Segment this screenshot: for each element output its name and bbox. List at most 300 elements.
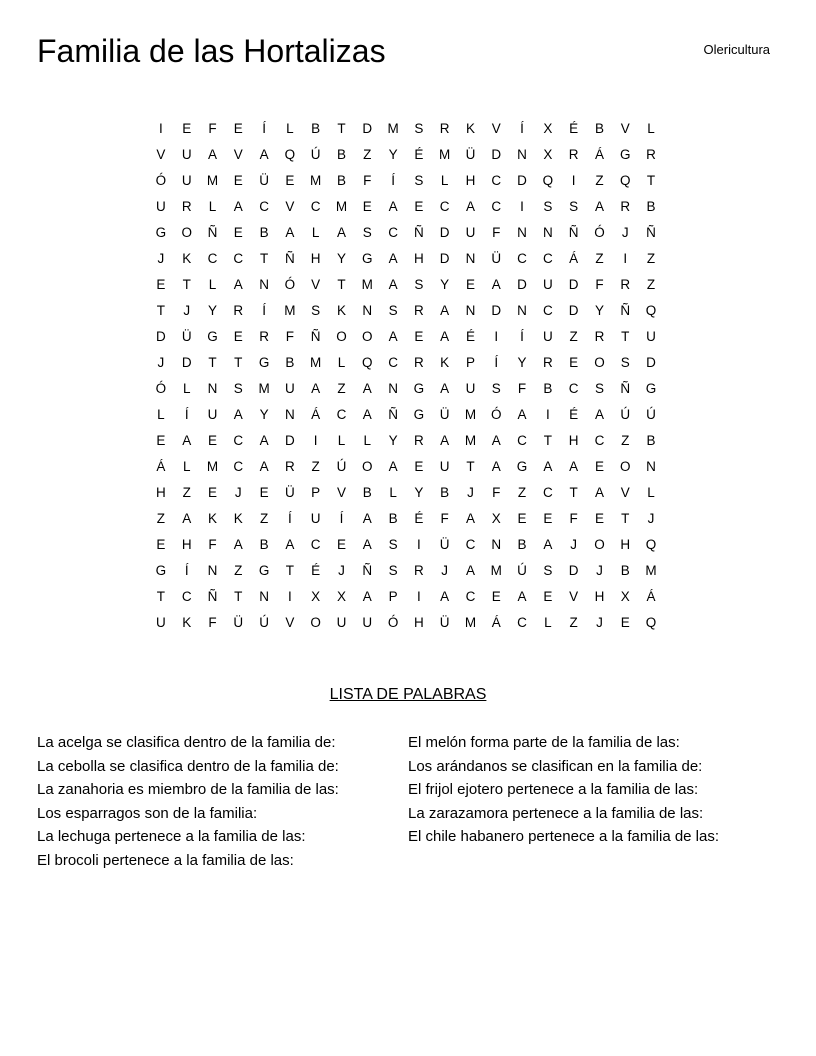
- grid-letter: Y: [594, 302, 604, 318]
- grid-letter: T: [234, 354, 243, 370]
- grid-letter: V: [491, 120, 501, 136]
- grid-letter: B: [259, 536, 269, 552]
- grid-letter: Z: [517, 484, 527, 500]
- grid-letter: Ñ: [646, 224, 656, 240]
- grid-letter: Ó: [284, 276, 296, 292]
- grid-letter: E: [543, 588, 553, 604]
- grid-letter: L: [363, 432, 372, 448]
- grid-letter: F: [569, 510, 578, 526]
- grid-letter: U: [156, 614, 166, 630]
- grid-letter: A: [207, 146, 217, 162]
- grid-letter: C: [594, 432, 605, 448]
- grid-letter: D: [491, 146, 502, 162]
- grid-letter: E: [233, 328, 243, 344]
- grid-letter: L: [337, 354, 346, 370]
- grid-letter: A: [233, 276, 243, 292]
- grid-letter: A: [440, 328, 450, 344]
- grid-letter: F: [208, 614, 217, 630]
- grid-letter: J: [183, 302, 191, 318]
- grid-letter: D: [439, 250, 450, 266]
- grid-letter: E: [156, 536, 166, 552]
- grid-letter: C: [336, 406, 347, 422]
- grid-letter: A: [259, 146, 269, 162]
- grid-row: [148, 323, 664, 349]
- grid-letter: Ü: [233, 614, 244, 630]
- grid-letter: Y: [388, 432, 398, 448]
- grid-letter: J: [647, 510, 655, 526]
- grid-letter: E: [156, 432, 166, 448]
- grid-letter: Ñ: [620, 380, 631, 396]
- grid-letter: R: [181, 198, 192, 214]
- grid-letter: G: [155, 224, 167, 240]
- grid-letter: R: [646, 146, 656, 162]
- grid-letter: N: [517, 302, 527, 318]
- grid-letter: O: [336, 328, 347, 344]
- grid-letter: Ü: [439, 614, 450, 630]
- grid-letter: O: [310, 614, 321, 630]
- grid-letter: K: [440, 354, 450, 370]
- grid-letter: A: [440, 380, 450, 396]
- grid-letter: Q: [645, 536, 657, 552]
- grid-letter: Í: [184, 406, 189, 422]
- grid-letter: B: [362, 484, 372, 500]
- grid-letter: A: [440, 302, 450, 318]
- grid-letter: A: [491, 432, 501, 448]
- grid-letter: O: [619, 458, 631, 474]
- grid-letter: R: [620, 198, 631, 214]
- grid-letter: F: [208, 120, 217, 136]
- grid-letter: J: [621, 224, 629, 240]
- grid-letter: J: [570, 536, 578, 552]
- grid-letter: Ñ: [207, 224, 218, 240]
- grid-letter: Ü: [491, 250, 502, 266]
- grid-letter: C: [181, 588, 192, 604]
- grid-letter: U: [465, 224, 476, 240]
- grid-letter: E: [517, 510, 527, 526]
- grid-letter: N: [285, 406, 295, 422]
- grid-letter: E: [156, 276, 166, 292]
- grid-letter: C: [388, 224, 398, 240]
- grid-letter: B: [620, 562, 630, 578]
- grid-letter: Ñ: [310, 328, 321, 344]
- grid-letter: I: [416, 536, 421, 552]
- grid-letter: M: [490, 562, 502, 578]
- grid-letter: C: [465, 536, 476, 552]
- grid-letter: S: [388, 536, 398, 552]
- grid-letter: S: [233, 380, 243, 396]
- grid-letter: V: [569, 588, 579, 604]
- grid-row: [148, 531, 664, 557]
- grid-letter: A: [336, 224, 346, 240]
- grid-letter: A: [517, 406, 527, 422]
- grid-letter: J: [157, 250, 165, 266]
- grid-letter: P: [465, 354, 475, 370]
- grid-letter: A: [440, 432, 450, 448]
- grid-row: [148, 245, 664, 271]
- grid-letter: N: [646, 458, 656, 474]
- grid-letter: I: [288, 588, 292, 604]
- grid-letter: H: [413, 614, 424, 630]
- grid-letter: F: [363, 172, 372, 188]
- clue-item: La zarazamora pertenece a la familia de las:: [408, 804, 704, 822]
- grid-letter: H: [620, 536, 631, 552]
- grid-row: [148, 479, 664, 505]
- grid-letter: A: [362, 380, 372, 396]
- grid-letter: A: [388, 458, 398, 474]
- grid-letter: E: [594, 458, 604, 474]
- grid-letter: U: [362, 614, 373, 630]
- subject-label: Olericultura: [703, 42, 770, 57]
- grid-letter: A: [594, 484, 604, 500]
- grid-letter: G: [207, 328, 218, 344]
- grid-letter: T: [621, 510, 630, 526]
- grid-letter: P: [388, 588, 398, 604]
- grid-letter: O: [362, 458, 373, 474]
- grid-letter: U: [285, 380, 295, 396]
- grid-letter: G: [258, 562, 270, 578]
- grid-row: [148, 349, 664, 375]
- grid-letter: E: [465, 276, 475, 292]
- grid-letter: Z: [311, 458, 320, 474]
- grid-letter: A: [285, 224, 295, 240]
- grid-letter: I: [313, 432, 318, 448]
- grid-letter: J: [234, 484, 242, 500]
- grid-row: [148, 115, 664, 141]
- clue-item: El chile habanero pertenece a la familia de las:: [408, 828, 720, 845]
- grid-letter: I: [623, 250, 628, 266]
- grid-letter: Q: [284, 146, 296, 162]
- grid-letter: B: [543, 380, 553, 396]
- grid-letter: Z: [595, 172, 604, 188]
- grid-letter: I: [159, 120, 163, 136]
- grid-letter: M: [464, 614, 477, 630]
- grid-letter: F: [517, 380, 527, 396]
- grid-letter: T: [543, 432, 552, 448]
- grid-letter: E: [362, 198, 372, 214]
- grid-letter: Í: [262, 120, 266, 136]
- grid-letter: Á: [311, 406, 321, 422]
- grid-letter: R: [285, 458, 295, 474]
- grid-letter: D: [362, 120, 373, 136]
- grid-letter: Y: [207, 302, 217, 318]
- grid-letter: Ú: [646, 406, 656, 422]
- grid-letter: K: [182, 250, 192, 266]
- grid-letter: I: [545, 406, 550, 422]
- grid-letter: A: [465, 198, 475, 214]
- grid-letter: B: [285, 354, 295, 370]
- grid-letter: M: [310, 172, 322, 188]
- grid-letter: E: [259, 484, 269, 500]
- grid-letter: N: [465, 302, 476, 318]
- grid-letter: S: [569, 198, 579, 214]
- grid-letter: C: [542, 250, 553, 266]
- grid-letter: Ñ: [285, 250, 295, 266]
- grid-letter: C: [233, 432, 244, 448]
- grid-letter: Z: [621, 432, 630, 448]
- grid-letter: N: [517, 224, 527, 240]
- grid-letter: E: [207, 484, 217, 500]
- grid-letter: S: [388, 302, 398, 318]
- grid-letter: R: [233, 302, 244, 318]
- grid-letter: Í: [494, 354, 499, 370]
- grid-letter: A: [465, 510, 475, 526]
- clue-item: La acelga se clasifica dentro de la familia de:: [37, 734, 336, 751]
- grid-row: [148, 609, 664, 635]
- grid-letter: Ú: [336, 458, 347, 474]
- grid-letter: V: [156, 146, 166, 162]
- grid-letter: J: [596, 614, 603, 630]
- grid-letter: T: [156, 302, 166, 318]
- grid-letter: E: [491, 588, 501, 604]
- grid-letter: É: [414, 146, 424, 162]
- grid-letter: S: [414, 120, 424, 136]
- grid-letter: Ó: [155, 172, 167, 188]
- grid-letter: M: [387, 120, 399, 136]
- grid-letter: S: [414, 172, 424, 188]
- grid-row: [148, 193, 664, 219]
- grid-letter: L: [182, 380, 191, 396]
- grid-letter: X: [543, 146, 553, 162]
- grid-letter: V: [233, 146, 243, 162]
- grid-letter: C: [388, 354, 398, 370]
- grid-letter: L: [208, 198, 217, 214]
- grid-letter: Y: [440, 276, 450, 292]
- grid-letter: F: [208, 536, 217, 552]
- grid-letter: V: [336, 484, 346, 500]
- clue-item: La cebolla se clasifica dentro de la familia de:: [37, 757, 339, 775]
- grid-letter: J: [441, 562, 449, 578]
- grid-letter: A: [491, 458, 501, 474]
- grid-letter: U: [181, 172, 192, 188]
- grid-letter: Ú: [517, 562, 527, 578]
- grid-row: [148, 375, 664, 401]
- grid-letter: Í: [520, 328, 524, 344]
- grid-letter: Ü: [181, 328, 192, 344]
- grid-letter: N: [362, 302, 373, 318]
- clue-item: El frijol ejotero pertenece a la familia de las:: [408, 781, 699, 798]
- grid-letter: C: [517, 614, 527, 630]
- grid-letter: E: [285, 172, 295, 188]
- grid-row: [148, 505, 664, 531]
- grid-letter: Y: [388, 146, 398, 162]
- grid-letter: S: [620, 354, 630, 370]
- grid-letter: Á: [646, 588, 656, 604]
- clue-list-right: [408, 731, 719, 849]
- grid-letter: M: [361, 276, 373, 292]
- grid-letter: N: [491, 536, 502, 552]
- grid-letter: Q: [645, 614, 657, 630]
- grid-letter: L: [157, 406, 165, 422]
- grid-letter: T: [337, 276, 346, 292]
- grid-letter: H: [181, 536, 192, 552]
- grid-letter: E: [233, 224, 243, 240]
- grid-letter: G: [258, 354, 270, 370]
- grid-letter: M: [310, 354, 322, 370]
- grid-letter: N: [259, 276, 269, 292]
- grid-letter: U: [439, 458, 450, 474]
- clue-item: La lechuga pertenece a la familia de las:: [37, 828, 306, 845]
- grid-letter: Á: [156, 458, 166, 474]
- clue-item: Los arándanos se clasifican en la familia de:: [408, 757, 703, 775]
- grid-letter: L: [440, 172, 449, 188]
- grid-letter: Ü: [439, 536, 450, 552]
- grid-letter: Ü: [439, 406, 450, 422]
- grid-letter: E: [233, 172, 243, 188]
- grid-row: [148, 297, 664, 323]
- grid-letter: V: [620, 484, 630, 500]
- grid-letter: T: [156, 588, 166, 604]
- grid-letter: A: [233, 198, 243, 214]
- grid-letter: E: [620, 614, 630, 630]
- grid-letter: Í: [339, 510, 344, 526]
- grid-letter: T: [285, 562, 294, 578]
- grid-letter: A: [465, 562, 475, 578]
- grid-row: [148, 583, 664, 609]
- grid-letter: J: [596, 562, 603, 578]
- grid-letter: L: [286, 120, 294, 136]
- grid-letter: U: [646, 328, 656, 344]
- grid-letter: E: [233, 120, 243, 136]
- grid-row: [148, 557, 664, 583]
- grid-letter: A: [388, 328, 398, 344]
- grid-letter: T: [466, 458, 475, 474]
- grid-letter: N: [517, 146, 527, 162]
- grid-row: [148, 167, 664, 193]
- grid-letter: I: [494, 328, 499, 344]
- grid-letter: Í: [288, 510, 292, 526]
- grid-letter: G: [413, 380, 425, 396]
- grid-letter: E: [414, 458, 424, 474]
- grid-letter: M: [206, 458, 219, 474]
- grid-letter: N: [465, 250, 476, 266]
- grid-letter: C: [517, 432, 527, 448]
- grid-row: [148, 453, 664, 479]
- grid-letter: R: [413, 354, 424, 370]
- grid-letter: S: [594, 380, 604, 396]
- grid-letter: A: [362, 588, 372, 604]
- grid-letter: M: [258, 380, 270, 396]
- grid-letter: C: [310, 198, 321, 214]
- grid-letter: C: [568, 380, 579, 396]
- grid-letter: D: [517, 172, 527, 188]
- grid-letter: U: [156, 198, 166, 214]
- grid-letter: C: [310, 536, 321, 552]
- grid-letter: A: [388, 198, 398, 214]
- grid-letter: U: [207, 406, 218, 422]
- grid-letter: A: [182, 432, 192, 448]
- clue-list-left: [37, 731, 339, 872]
- grid-letter: A: [311, 380, 321, 396]
- grid-letter: Ó: [594, 224, 605, 240]
- grid-letter: N: [259, 588, 269, 604]
- grid-letter: D: [517, 276, 527, 292]
- grid-letter: T: [569, 484, 578, 500]
- grid-letter: Z: [156, 510, 166, 526]
- grid-letter: Ü: [465, 146, 476, 162]
- grid-letter: Ó: [491, 406, 502, 422]
- grid-letter: A: [569, 458, 579, 474]
- grid-letter: C: [439, 198, 450, 214]
- grid-letter: H: [156, 484, 166, 500]
- grid-letter: B: [646, 198, 656, 214]
- grid-letter: É: [569, 406, 579, 422]
- grid-letter: D: [181, 354, 192, 370]
- grid-letter: Ñ: [568, 224, 579, 240]
- grid-letter: Ü: [259, 172, 269, 188]
- grid-letter: K: [182, 614, 192, 630]
- grid-letter: U: [542, 328, 553, 344]
- grid-letter: Y: [336, 250, 346, 266]
- grid-letter: T: [182, 276, 191, 292]
- grid-letter: A: [259, 432, 269, 448]
- grid-row: [148, 219, 664, 245]
- grid-letter: A: [388, 250, 398, 266]
- grid-letter: F: [595, 276, 604, 292]
- grid-letter: T: [208, 354, 217, 370]
- grid-letter: É: [569, 120, 579, 136]
- grid-letter: S: [362, 224, 372, 240]
- grid-letter: Z: [595, 250, 604, 266]
- grid-letter: Y: [259, 406, 269, 422]
- grid-letter: H: [594, 588, 605, 604]
- grid-letter: B: [259, 224, 269, 240]
- grid-letter: Á: [594, 146, 604, 162]
- grid-letter: X: [311, 588, 321, 604]
- grid-letter: Ü: [285, 484, 295, 500]
- grid-letter: Í: [184, 562, 189, 578]
- grid-letter: U: [542, 276, 553, 292]
- grid-letter: Z: [646, 250, 656, 266]
- grid-letter: V: [620, 120, 630, 136]
- grid-letter: R: [594, 328, 605, 344]
- grid-letter: B: [646, 432, 656, 448]
- grid-letter: D: [568, 302, 579, 318]
- grid-letter: O: [181, 224, 192, 240]
- grid-letter: S: [388, 562, 398, 578]
- grid-letter: T: [621, 328, 630, 344]
- word-list-heading-text: LISTA DE PALABRAS: [329, 686, 487, 703]
- grid-letter: Ú: [620, 406, 631, 422]
- grid-letter: Q: [542, 172, 554, 188]
- grid-row: [148, 401, 664, 427]
- grid-letter: Í: [520, 120, 524, 136]
- grid-letter: B: [388, 510, 398, 526]
- grid-letter: Z: [234, 562, 243, 578]
- grid-letter: A: [233, 406, 243, 422]
- grid-letter: N: [542, 224, 553, 240]
- grid-letter: I: [571, 172, 576, 188]
- grid-letter: K: [336, 302, 346, 318]
- grid-letter: F: [285, 328, 294, 344]
- grid-letter: G: [645, 380, 657, 396]
- grid-letter: M: [439, 146, 451, 162]
- grid-letter: Z: [569, 328, 578, 344]
- grid-letter: J: [157, 354, 165, 370]
- grid-letter: A: [517, 588, 527, 604]
- grid-letter: É: [311, 562, 321, 578]
- grid-letter: X: [620, 588, 630, 604]
- grid-letter: S: [543, 562, 553, 578]
- grid-letter: G: [155, 562, 167, 578]
- grid-letter: F: [492, 224, 501, 240]
- grid-letter: C: [465, 588, 476, 604]
- grid-letter: A: [362, 536, 372, 552]
- clue-item: Los esparragos son de la familia:: [37, 804, 258, 822]
- grid-letter: T: [259, 250, 269, 266]
- grid-letter: L: [647, 120, 655, 136]
- grid-letter: E: [569, 354, 579, 370]
- grid-letter: A: [182, 510, 192, 526]
